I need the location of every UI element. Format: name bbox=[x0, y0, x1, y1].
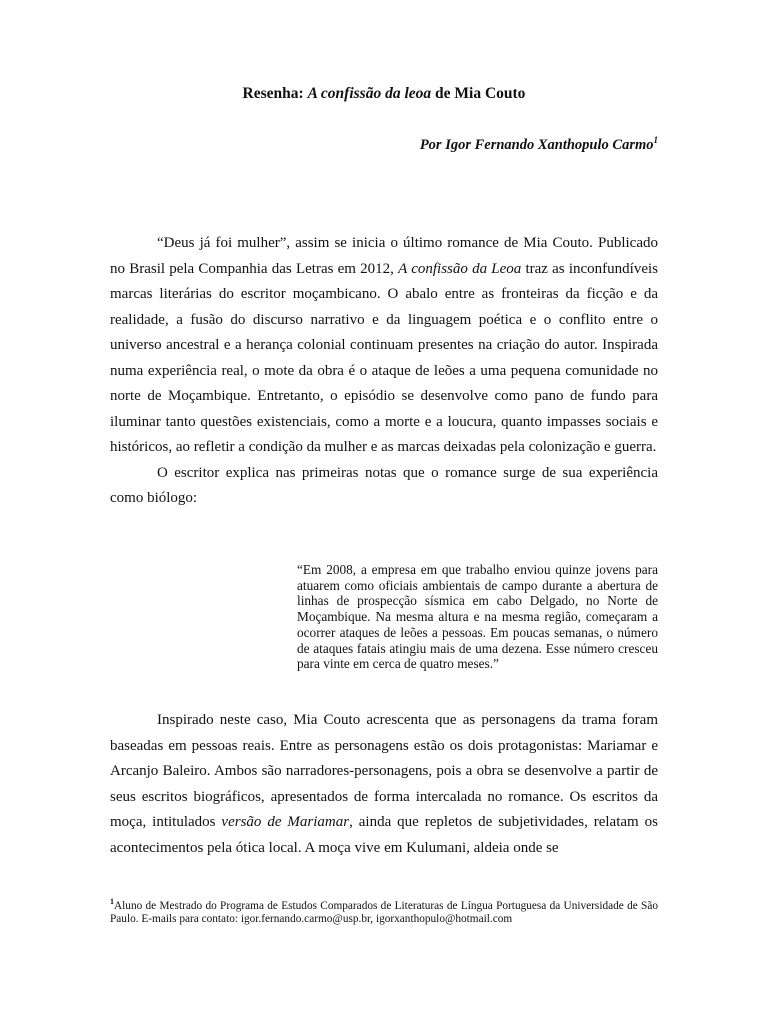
author-byline bbox=[420, 135, 658, 154]
body-text-block-1 bbox=[110, 231, 658, 512]
paragraph-3-part-c: , ainda que repletos de subjetividades, relatam os acontecimentos pela ótica local. A moça vive em Kulumani, aldeia onde se bbox=[110, 814, 658, 856]
byline-text: Por Igor Fernando Xanthopulo Carmo bbox=[419, 136, 654, 153]
paragraph-1-part-a: “Deus já foi mulher”, assim se inicia o último romance de Mia Couto. Publicado no Brasil pela Companhia das Letras em 2012, bbox=[110, 235, 658, 277]
review-title bbox=[0, 85, 768, 103]
paragraph-1-book-title: A confissão da Leoa bbox=[398, 260, 522, 277]
paragraph-3-part-a: Inspirado neste caso, Mia Couto acrescenta que as personagens da trama foram baseadas em pessoas reais. Entre as personagens estão os dois protagonistas: Mariamar e Arcanjo Baleiro. Ambos são narradores-personagens, pois a obra se desenvolve a partir de seus escritos biográficos, apresentados de forma intercalada no romance. Os escritos da moça, intitulados bbox=[110, 712, 658, 830]
block-quote: “Em 2008, a empresa em que trabalho enviou quinze jovens para atuarem como oficiais ambientais de campo durante a abertura de linhas de prospecção sísmica em cabo Delgado, no Norte de Moçambique. Na mesma altura e na mesma região, começaram a ocorrer ataques de leões a pessoas. Em poucas semanas, o número de ataques fatais atingiu mais de uma dezena. Esse número cresceu para vinte em cerca de quatro meses.” bbox=[297, 562, 658, 672]
title-suffix: de Mia Couto bbox=[431, 85, 526, 102]
footnote-text: Aluno de Mestrado do Programa de Estudos Comparados de Literaturas de Língua Portuguesa da Universidade de São Paulo. E-mails para contato: igor.fernando.carmo@usp.br, igorxanthopulo@hotmail.com bbox=[110, 899, 658, 926]
title-prefix: Resenha: bbox=[242, 85, 308, 102]
paragraph-3 bbox=[110, 708, 658, 861]
body-text-block-2 bbox=[110, 708, 658, 861]
footnote bbox=[110, 895, 658, 927]
footnote-marker: 1 bbox=[110, 897, 114, 906]
paragraph-1-part-c: traz as inconfundíveis marcas literárias do escritor moçambicano. O abalo entre as fronteiras da ficção e da realidade, a fusão do discurso narrativo e da linguagem poética e o conflito entre o universo ancestral e a herança colonial continuam presentes na criação do autor. Inspirada numa experiência real, o mote da obra é o ataque de leões a uma pequena comunidade no norte de Moçambique. Entretanto, o episódio se desenvolve como pano de fundo para iluminar tanto questões existenciais, como a morte e a loucura, quanto impasses sociais e históricos, ao refletir a condição da mulher e as marcas deixadas pela colonização e guerra. bbox=[110, 260, 658, 455]
byline-footnote-marker: 1 bbox=[653, 135, 658, 145]
paragraph-1 bbox=[110, 231, 658, 461]
paragraph-2: O escritor explica nas primeiras notas que o romance surge de sua experiência como biólogo: bbox=[110, 464, 658, 506]
title-book-name: A confissão da leoa bbox=[307, 85, 432, 102]
paragraph-3-italic: versão de Mariamar bbox=[221, 814, 350, 830]
